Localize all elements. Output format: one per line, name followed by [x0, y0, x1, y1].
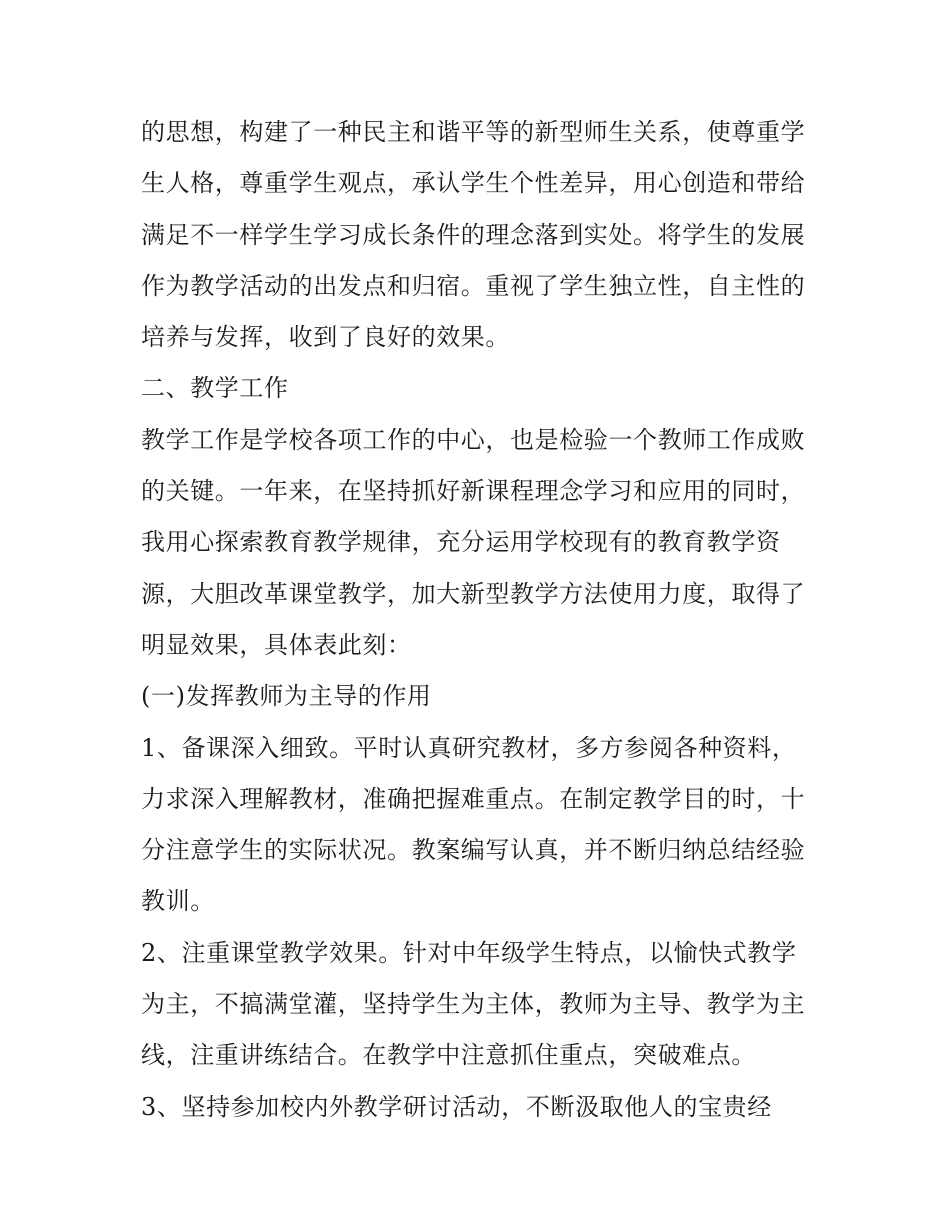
list-item: 2、注重课堂教学效果。针对中年级学生特点，以愉快式教学	[141, 938, 797, 967]
text-line: 分注意学生的实际状况。教案编写认真，并不断归纳总结经验	[141, 836, 806, 865]
list-item: 3、坚持参加校内外教学研讨活动，不断汲取他人的宝贵经	[141, 1092, 772, 1121]
text-line: 作为教学活动的出发点和归宿。重视了学生独立性，自主性的	[141, 271, 806, 300]
subsection-heading: (一)发挥教师为主导的作用	[141, 682, 432, 711]
text-line: 满足不一样学生学习成长条件的理念落到实处。将学生的发展	[141, 220, 806, 249]
section-heading: 二、教学工作	[141, 374, 289, 403]
text-line: 教学工作是学校各项工作的中心，也是检验一个教师工作成败	[141, 425, 806, 454]
text-line: 明显效果，具体表此刻：	[141, 630, 412, 659]
text-line: 为主，不搞满堂灌，坚持学生为主体，教师为主导、教学为主	[141, 990, 806, 1019]
text-line: 教训。	[141, 887, 215, 916]
list-item: 1、备课深入细致。平时认真研究教材，多方参阅各种资料，	[141, 733, 797, 762]
text-line: 的关键。一年来，在坚持抓好新课程理念学习和应用的同时，	[141, 477, 806, 506]
text-line: 线，注重讲练结合。在教学中注意抓住重点，突破难点。	[141, 1041, 756, 1070]
text-line: 的思想，构建了一种民主和谐平等的新型师生关系，使尊重学	[141, 118, 806, 146]
text-line: 生人格，尊重学生观点，承认学生个性差异，用心创造和带给	[141, 169, 806, 198]
text-line: 力求深入理解教材，准确把握难重点。在制定教学目的时，十	[141, 784, 806, 813]
text-line: 我用心探索教育教学规律，充分运用学校现有的教育教学资	[141, 528, 781, 557]
text-line: 培养与发挥，收到了良好的效果。	[141, 323, 510, 352]
body-text	[141, 112, 821, 1138]
text-line: 源，大胆改革课堂教学，加大新型教学方法使用力度，取得了	[141, 579, 806, 608]
